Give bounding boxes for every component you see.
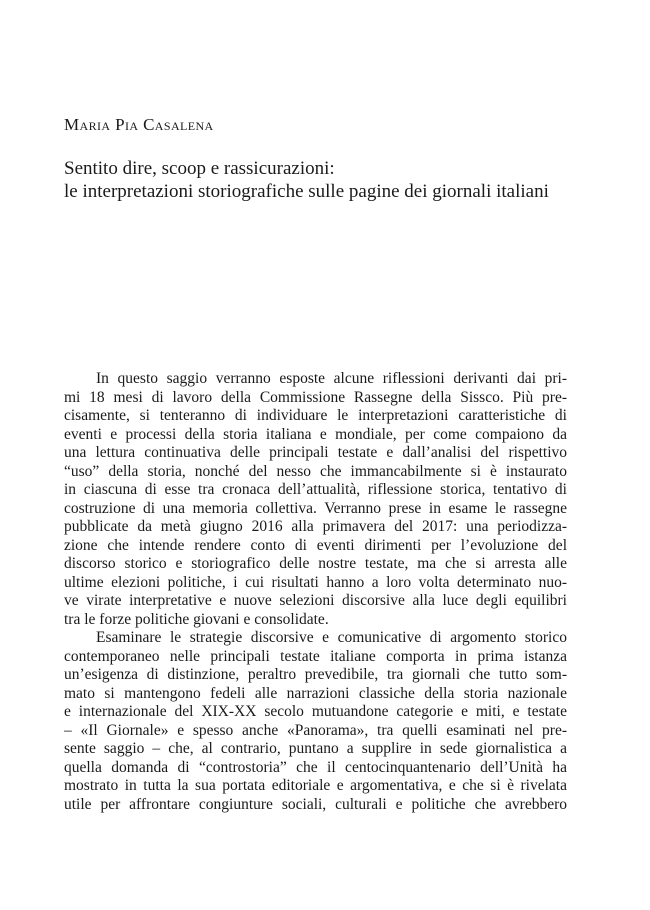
text-line: cisamente, si tenteranno di individuare le interpretazioni caratteristiche di [64,407,567,424]
text-line: In questo saggio verranno esposte alcune riflessioni derivanti dai pri- [96,370,567,387]
text-line: Esaminare le strategie discorsive e comunicative di argomento storico [96,629,567,646]
text-line: mostrato in tutta la sua portata editoriale e argomentativa, e che si è rivelata [64,777,567,794]
text-line: tra le forze politiche giovani e consolidate. [64,610,329,628]
essay-title [64,157,549,203]
text-line: costruzione di una memoria collettiva. Verranno prese in esame le rassegne [64,499,567,517]
text-line: ultime elezioni politiche, i cui risultati hanno a loro volta determinato nuo- [64,573,567,591]
text-line: – «Il Giornale» e spesso anche «Panorama», tra quelli esaminati nel pre- [64,721,567,739]
text-line: mato si mantengono fedeli alle narrazioni classiche della storia nazionale [64,684,567,702]
text-line: utile per affrontare congiunture sociali, culturali e politiche che avrebbero [64,795,567,813]
text-line: quella domanda di “controstoria” che il centocinquantenario dell’Unità ha [64,758,567,776]
text-line: discorso storico e storiografico delle nostre testate, ma che si arresta alle [64,555,567,572]
title-line: le interpretazioni storiografiche sulle pagine dei giornali italiani [64,181,549,202]
text-line: sente saggio – che, al contrario, puntano a supplire in sede giornalistica a [64,740,567,757]
text-line: ve virate interpretative e nuove selezioni discorsive alla luce degli equilibri [64,592,567,609]
paragraph [64,370,567,629]
author-name: Maria Pia Casalena [64,115,214,134]
text-line: e internazionale del XIX-XX secolo mutuandone categorie e miti, e testate [64,703,567,720]
text-line: una lettura continuativa delle principali testate e dall’analisi del rispettivo [64,444,567,461]
text-line: eventi e processi della storia italiana e mondiale, per come compaiono da [64,425,567,443]
text-line: zione che intende rendere conto di eventi dirimenti per l’evoluzione del [64,536,567,554]
text-line: contemporaneo nelle principali testate italiane comporta in prima istanza [64,647,567,665]
text-line: mi 18 mesi di lavoro della Commissione Rassegne della Sissco. Più pre- [64,388,567,406]
text-line: in ciascuna di esse tra cronaca dell’attualità, riflessione storica, tentativo di [64,481,567,498]
text-line: “uso” della storia, nonché del nesso che immancabilmente si è instaurato [64,462,567,480]
essay-body [64,370,567,814]
paragraph [64,629,567,814]
text-line: un’esigenza di distinzione, peraltro prevedibile, tra giornali che tutto som- [64,666,567,683]
title-line: Sentito dire, scoop e rassicurazioni: [64,158,335,179]
text-line: pubblicate da metà giugno 2016 alla primavera del 2017: una periodizza- [64,518,567,535]
